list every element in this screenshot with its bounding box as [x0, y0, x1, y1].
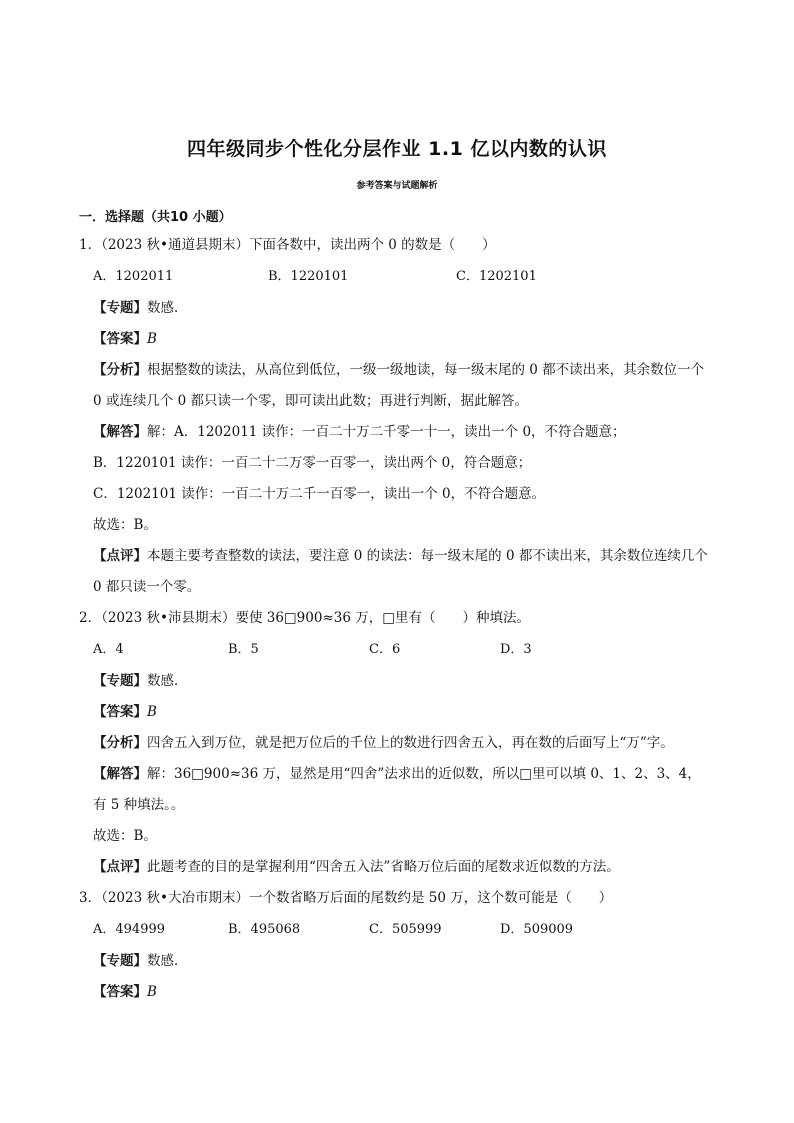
question-3-topic — [93, 952, 188, 970]
topic-text: 数感． — [147, 300, 188, 316]
question-1-solution — [93, 423, 626, 441]
question-1-option-c: C．1202101 — [456, 269, 537, 284]
question-1-analysis — [93, 361, 704, 379]
question-1-answer — [93, 330, 157, 348]
question-1-comment-cont: 0 都只读一个零。 — [93, 579, 201, 595]
question-2-stem: 2．（2023 秋•沛县期末）要使 36□900≈36 万，□里有（ ）种填法。 — [79, 610, 530, 626]
comment-text: 此题考查的目的是掌握利用“四舍五入法”省略万位后面的尾数求近似数的方法。 — [147, 859, 620, 875]
solution-text: 解：A．1202011 读作：一百二十万二千零一十一，读出一个 0，不符合题意； — [147, 424, 626, 440]
solution-text: 解：36□900≈36 万，显然是用“四舍”法求出的近似数，所以□里可以填 0、1、2、3、4， — [147, 766, 701, 782]
analysis-text: 四舍五入到万位，就是把万位后的千位上的数进行四舍五入，再在数的后面写上“万”字。 — [147, 735, 674, 751]
question-2-answer — [93, 703, 157, 721]
solution-tag: 【解答】 — [93, 766, 147, 782]
question-1-solution-c: C．1202101 读作：一百二十万二千一百零一，读出一个 0，不符合题意。 — [93, 486, 546, 502]
question-3-option-b: B．495068 — [228, 922, 301, 937]
topic-text: 数感． — [147, 953, 188, 969]
question-3-option-c: C．505999 — [369, 922, 442, 937]
question-3-option-a: A．494999 — [93, 922, 166, 937]
topic-tag: 【专题】 — [93, 300, 147, 316]
comment-tag: 【点评】 — [93, 859, 147, 875]
topic-tag: 【专题】 — [93, 953, 147, 969]
analysis-tag: 【分析】 — [93, 735, 147, 751]
comment-tag: 【点评】 — [93, 548, 147, 564]
question-2-analysis — [93, 734, 674, 752]
question-2-topic — [93, 672, 188, 690]
solution-tag: 【解答】 — [93, 424, 147, 440]
question-2-choice: 故选：B。 — [93, 828, 157, 844]
answer-text: B — [147, 984, 157, 1000]
question-1-option-b: B．1220101 — [268, 269, 349, 284]
question-1-topic — [93, 299, 188, 317]
answer-tag: 【答案】 — [93, 984, 147, 1000]
question-1-comment — [93, 547, 708, 565]
question-3-option-d: D．509009 — [500, 922, 574, 937]
answer-tag: 【答案】 — [93, 331, 147, 347]
question-1-solution-b: B．1220101 读作：一百二十二万零一百零一，读出两个 0，符合题意； — [93, 455, 532, 471]
question-3-stem: 3．（2023 秋•大冶市期末）一个数省略万后面的尾数约是 50 万，这个数可能是（ ） — [79, 890, 613, 906]
question-2-solution-cont: 有 5 种填法。。 — [93, 797, 185, 813]
section-heading: 一．选择题（共10 小题） — [79, 210, 232, 225]
document-title: 四年级同步个性化分层作业 1.1 亿以内数的认识 — [187, 138, 607, 160]
question-2-option-d: D．3 — [500, 642, 532, 657]
question-1-stem: 1．（2023 秋•通道县期末）下面各数中，读出两个 0 的数是（ ） — [79, 237, 496, 253]
question-2-option-b: B．5 — [228, 642, 259, 657]
question-2-option-a: A．4 — [93, 642, 124, 657]
analysis-text: 根据整数的读法，从高位到低位，一级一级地读，每一级末尾的 0 都不读出来，其余数位一个 — [147, 362, 705, 378]
topic-tag: 【专题】 — [93, 673, 147, 689]
question-3-answer — [93, 983, 157, 1001]
answer-text: B — [147, 331, 157, 347]
question-1-option-a: A．1202011 — [93, 269, 174, 284]
question-2-option-c: C．6 — [369, 642, 401, 657]
document-subtitle: 参考答案与试题解析 — [356, 181, 438, 191]
topic-text: 数感． — [147, 673, 188, 689]
question-2-comment — [93, 858, 620, 876]
question-1-choice: 故选：B。 — [93, 517, 157, 533]
question-1-analysis-cont: 0 或连续几个 0 都只读一个零，即可读出此数；再进行判断，据此解答。 — [93, 393, 529, 409]
comment-text: 本题主要考查整数的读法，要注意 0 的读法：每一级末尾的 0 都不读出来，其余数位连续几个 — [147, 548, 708, 564]
answer-tag: 【答案】 — [93, 704, 147, 720]
analysis-tag: 【分析】 — [93, 362, 147, 378]
answer-text: B — [147, 704, 157, 720]
question-2-solution — [93, 765, 701, 783]
